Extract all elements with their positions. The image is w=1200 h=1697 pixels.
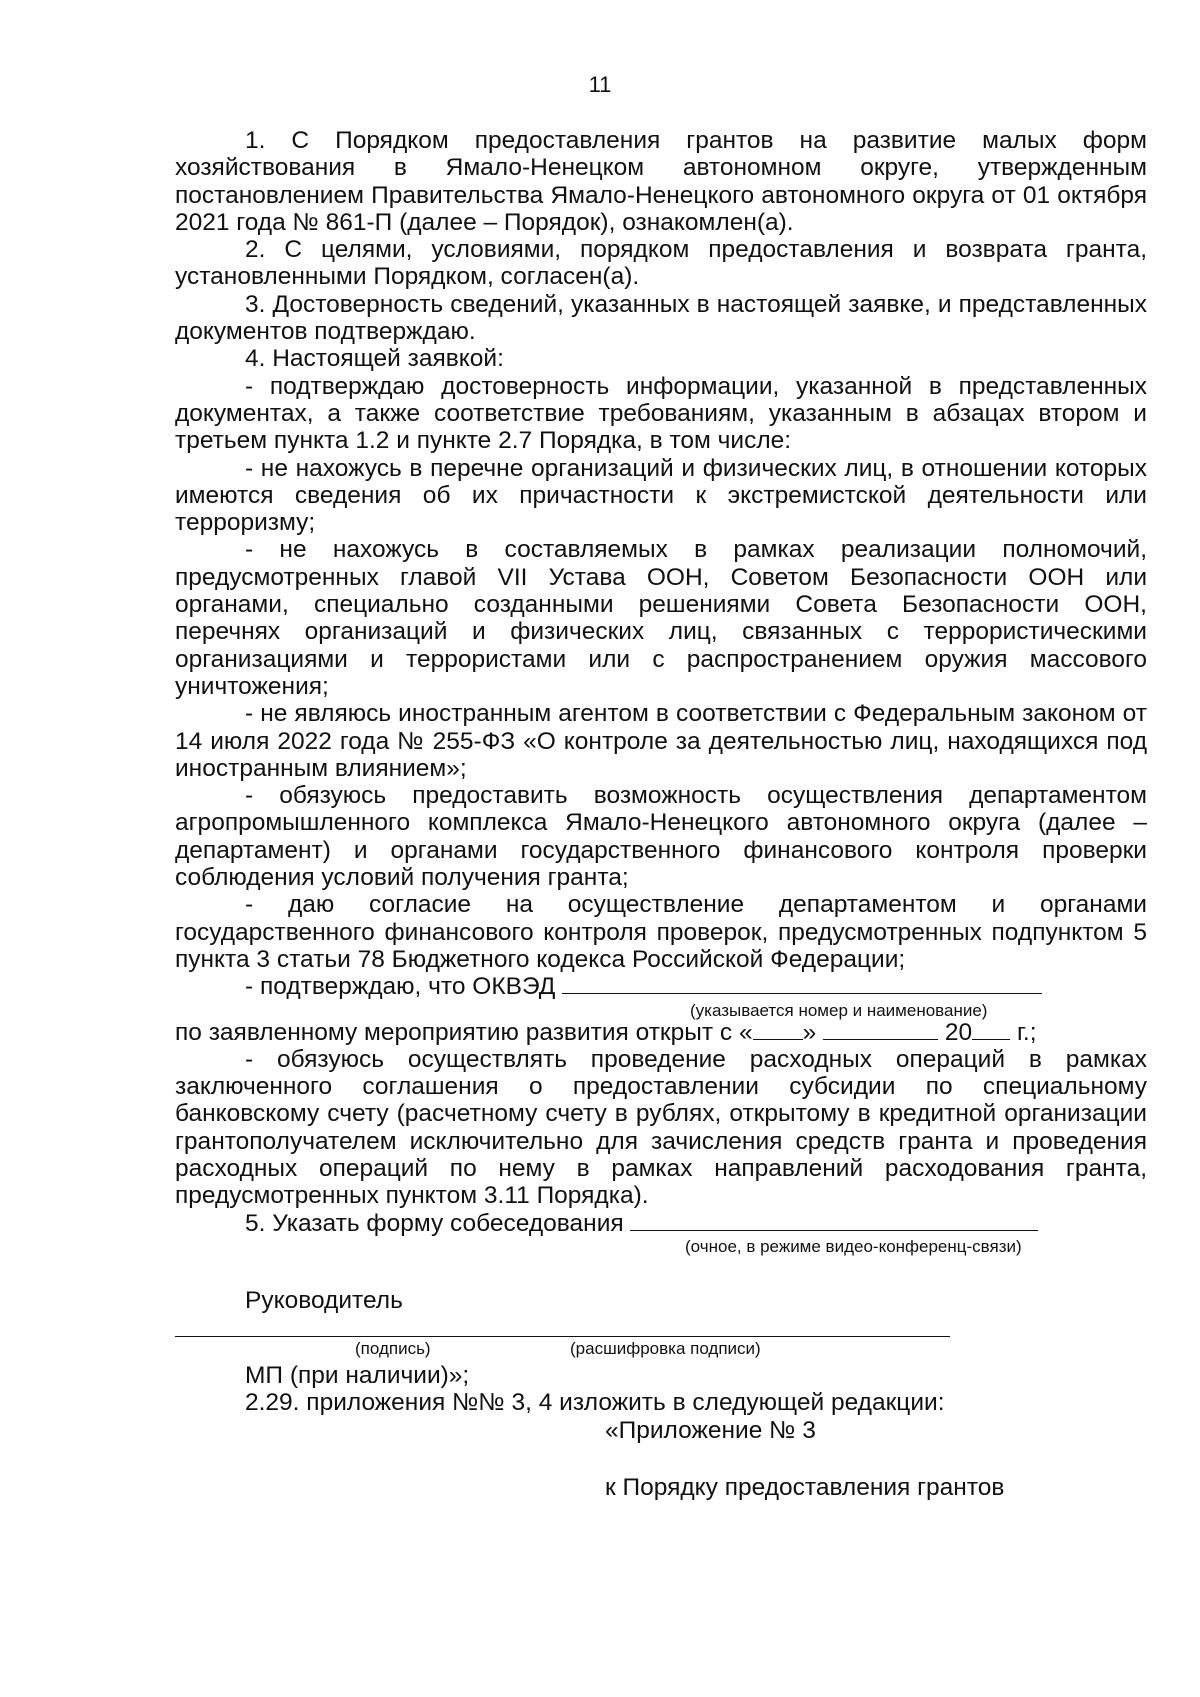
interview-hint: (очное, в режиме видео-конференц-связи) [685, 1236, 1022, 1256]
okved-hint: (указывается номер и наименование) [690, 1000, 988, 1020]
interview-line [175, 1210, 1147, 1237]
paragraph-audit-consent: - даю согласие на осуществление департаментом и органами государственного финансового контроля проверок, предусмотренных подпунктом 5 пункта 3 статьи 78 Бюджетного кодекса Российской Федерации; [175, 891, 1147, 973]
paragraph-not-extremist: - не нахожусь в перечне организаций и физических лиц, в отношении которых имеются сведения об их причастности к экстремистской деятельности или терроризму; [175, 454, 1147, 537]
okved-label: - подтверждаю, что ОКВЭД [245, 973, 556, 1001]
appendix-title: «Приложение № 3 [605, 1416, 816, 1444]
okved-quote-close: » [802, 1018, 817, 1046]
okved-year-suffix: г.; [1016, 1018, 1037, 1046]
paragraph-special-account: - обязуюсь осуществлять проведение расходных операций в рамках заключенного соглашения о предоставлении субсидии по специальному банковскому счету (расчетному счету в рублях, открытому в кредитной организации грантополучателем исключительно для зачисления средств гранта и проведения расходных операций по нему в рамках направлений расходования гранта, предусмотренных пунктом 3.11 Порядка). [175, 1045, 1147, 1210]
okved-year-prefix: 20 [944, 1018, 973, 1046]
interview-field[interactable] [630, 1210, 1038, 1231]
paragraph-2: 2. С целями, условиями, порядком предоставления и возврата гранта, установленными Порядком, согласен(а). [175, 236, 1147, 291]
document-body [175, 127, 1147, 1501]
signature-line[interactable] [175, 1330, 950, 1337]
paragraph-not-foreign-agent: - не являюсь иностранным агентом в соответствии с Федеральным законом от 14 июля 2022 года № 255-ФЗ «О контроле за деятельностью лиц, находящихся под иностранным влиянием»; [175, 700, 1147, 782]
stamp-note: МП (при наличии)»; [245, 1362, 470, 1390]
signature-labels [175, 1338, 1147, 1362]
paragraph-3: 3. Достоверность сведений, указанных в настоящей заявке, и представленных документов подтверждаю. [175, 290, 1147, 346]
page-number: 11 [588, 72, 612, 97]
okved-day-field[interactable] [753, 1019, 803, 1040]
okved-opened-prefix: по заявленному мероприятию развития открыт с « [175, 1018, 753, 1046]
okved-opened-line [175, 1019, 1147, 1046]
interview-label: 5. Указать форму собеседования [245, 1209, 624, 1237]
signature-decode-label: (расшифровка подписи) [570, 1339, 761, 1359]
paragraph-1: 1. С Порядком предоставления грантов на развитие малых форм хозяйствования в Ямало-Ненецком автономном округе, утвержденным постановлением Правительства Ямало-Ненецкого автономного округа от 01 октября 2021 года № 861-П (далее – Порядок), ознакомлен(а). [175, 127, 1147, 236]
amendment-text: 2.29. приложения №№ 3, 4 изложить в следующей редакции: [245, 1389, 945, 1417]
signature-label: (подпись) [355, 1339, 431, 1359]
okved-field[interactable] [562, 973, 1042, 994]
paragraph-confirm-info: - подтверждаю достоверность информации, указанной в представленных документах, а также соответствие требованиям, указанным в абзацах втором и третьем пункта 1.2 и пункте 2.7 Порядка, в том числе: [175, 372, 1147, 455]
paragraph-not-un-list: - не нахожусь в составляемых в рамках реализации полномочий, предусмотренных главой VII Устава ООН, Советом Безопасности ООН или органами, специально созданными решениями Совета Безопасности ООН, перечнях организаций и физических лиц, связанных с террористическими организациями и террористами или с распространением оружия массового уничтожения; [175, 536, 1147, 700]
okved-year-field[interactable] [972, 1019, 1010, 1040]
paragraph-inspection-consent: - обязуюсь предоставить возможность осуществления департаментом агропромышленного комплекса Ямало-Ненецкого автономного округа (далее – департамент) и органами государственного финансового контроля проверки соблюдения условий получения гранта; [175, 782, 1147, 892]
appendix-subtitle: к Порядку предоставления грантов [605, 1474, 1005, 1502]
okved-line [175, 973, 1147, 1000]
signatory-title: Руководитель [245, 1286, 403, 1314]
okved-month-field[interactable] [823, 1019, 938, 1040]
paragraph-4: 4. Настоящей заявкой: [245, 345, 504, 373]
